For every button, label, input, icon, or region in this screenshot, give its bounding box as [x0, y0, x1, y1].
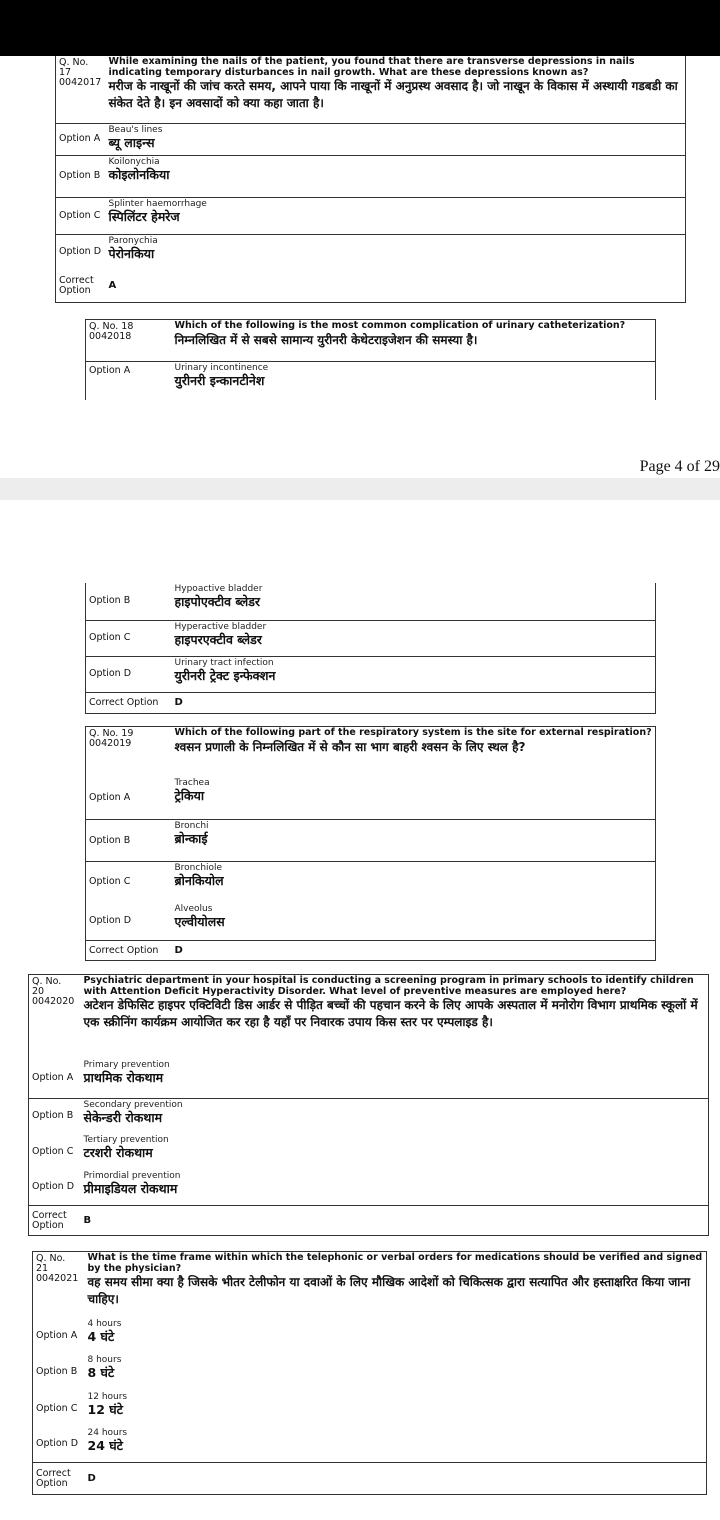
option-d: Alveolus एल्वीयोलस	[172, 903, 656, 941]
question-number: Q. No. 17 0042017	[56, 56, 106, 123]
correct-option-value: D	[172, 692, 656, 713]
option-c: 12 hours 12 घंटे	[87, 1391, 128, 1417]
question-number: Q. No. 20 0042020	[32, 976, 75, 1007]
question-text: Which of the following part of the respiratory system is the site for external respiration? श्वसन प्रणाली के निम्नलिखित में से कौन सा भाग बाहरी श्वसन के लिए स्थल है?	[174, 727, 652, 754]
option-d: Paronychia पेरोनकिया	[108, 235, 158, 261]
page-separator	[0, 478, 720, 500]
option-d-label: Option D	[86, 656, 172, 692]
question-18-continued-table	[85, 583, 656, 714]
option-c-label: Option C	[56, 197, 106, 234]
question-text: Which of the following is the most common complication of urinary catheterization? निम्नलिखित में से सबसे सामान्य युरीनरी केथेटराइजेशन की समस्या है।	[172, 320, 656, 362]
option-c: Splinter haemorrhage स्पिलिंटर हेमरेज	[106, 197, 686, 234]
option-a: Primary prevention प्राथमिक रोकथाम	[81, 1059, 709, 1099]
correct-option-label: Correct Option	[86, 692, 172, 713]
correct-option-label: Correct Option	[33, 1463, 85, 1495]
option-a-label: Option A	[89, 365, 131, 376]
option-b: Hypoactive bladder हाइपोएक्टीव ब्लेडर	[172, 583, 656, 620]
question-number: Q. No. 21 0042021	[36, 1253, 79, 1284]
correct-option-label: Correct Option	[89, 944, 159, 956]
option-b: 8 hours 8 घंटे	[87, 1354, 122, 1380]
option-b-label: Option B	[32, 1110, 74, 1122]
option-d-label: Option D	[29, 1170, 81, 1206]
option-b-label: Option B	[86, 820, 172, 862]
option-a-label: Option A	[86, 777, 172, 820]
option-b: Secondary prevention सेकेन्डरी रोकथाम	[83, 1100, 183, 1125]
correct-option-value: A	[106, 270, 686, 302]
option-b-label: Option B	[86, 583, 172, 620]
correct-option-value: B	[81, 1206, 709, 1236]
option-a: Trachea ट्रेकिया	[172, 777, 656, 820]
option-a-label: Option A	[29, 1059, 81, 1099]
option-a: Beau's lines ब्यू लाइन्स	[106, 123, 686, 155]
correct-option-label: Correct Option	[56, 270, 106, 302]
question-21-table	[32, 1251, 707, 1495]
question-text: What is the time frame within which the telephonic or verbal orders for medications should be verified and signed by the physician? वह समय सीमा क्या है जिसके भीतर टेलीफोन या दवाओं के लिए मौखिक आदेशों को चिकित्सक द्वारा सत्यापित और हस्ताक्षरित किया जाना चाहिए।	[87, 1252, 703, 1306]
option-c-label: Option C	[32, 1145, 74, 1157]
option-b: Koilonychia कोइलोनकिया	[106, 155, 686, 197]
option-d: Primordial prevention प्रीमाइडियल रोकथाम	[81, 1170, 709, 1206]
option-c: Tertiary prevention टरशरी रोकथाम	[83, 1134, 169, 1160]
option-b-label: Option B	[56, 155, 106, 197]
page-footer: Page 4 of 29	[639, 458, 720, 475]
option-c: Hyperactive bladder हाइपरएक्टीव ब्लेडर	[172, 620, 656, 656]
option-a-label: Option A	[56, 123, 106, 155]
option-a-label: Option A	[36, 1329, 78, 1341]
option-a: 4 hours 4 घंटे	[87, 1318, 122, 1344]
option-b-label: Option B	[36, 1366, 78, 1377]
correct-option-value: D	[85, 1463, 707, 1495]
question-text: Psychiatric department in your hospital is conducting a screening program in primary schools to identify children with Attention Deficit Hyperactivity Disorder. What level of preventive measures are employed here? अटेशन डेफिसिट हाइपर एक्टिविटी डिस आर्डर से पीड़ित बच्चों की पहचान करने के लिए आपके अस्पताल में मनोरोग विभाग प्राथमिक स्कूलों में एक स्क्रीनिंग कार्यक्रम आयोजित कर रहा है यहाँ पर निवारक उपाय किस स्तर पर एम्पलाइड है।	[83, 975, 698, 1029]
option-c-label: Option C	[86, 620, 172, 656]
question-number: Q. No. 19 0042019	[89, 728, 134, 749]
option-d-label: Option D	[86, 903, 172, 941]
question-text: While examining the nails of the patient, you found that there are transverse depressions in nails indicating temporary disturbances in nail growth. What are these depressions known as? मरीज के नाखूनों की जांच करते समय, आपने पाया कि नाखूनों में अनुप्रस्थ अवसाद है। जो नाखून के विकास में अस्थायी गडबडी का संकेत देते है। इन अवसादों को क्या कहा जाता है।	[106, 56, 686, 123]
option-d-label: Option D	[59, 246, 102, 258]
option-c-label: Option C	[89, 876, 131, 888]
option-d: Urinary tract infection युरीनरी ट्रेक्ट इन्फेक्शन	[172, 656, 656, 692]
question-20-table	[28, 974, 709, 1236]
option-c: Bronchiole ब्रोनकियोल	[174, 863, 224, 888]
top-status-bar	[0, 0, 720, 56]
correct-option-value: D	[174, 945, 183, 956]
option-c-label: Option C	[36, 1402, 78, 1414]
correct-option-label: Correct Option	[29, 1206, 81, 1236]
option-d-label: Option D	[33, 1427, 85, 1463]
question-18-table	[85, 319, 656, 400]
option-a: Urinary incontinence युरीनरी इन्कानटीनेश	[174, 363, 269, 388]
question-number: Q. No. 18 0042018	[86, 320, 172, 362]
question-19-table	[85, 726, 656, 961]
option-b: Bronchi ब्रोन्काई	[172, 820, 656, 862]
question-17-table	[55, 56, 686, 303]
option-d: 24 hours 24 घंटे	[85, 1427, 707, 1463]
